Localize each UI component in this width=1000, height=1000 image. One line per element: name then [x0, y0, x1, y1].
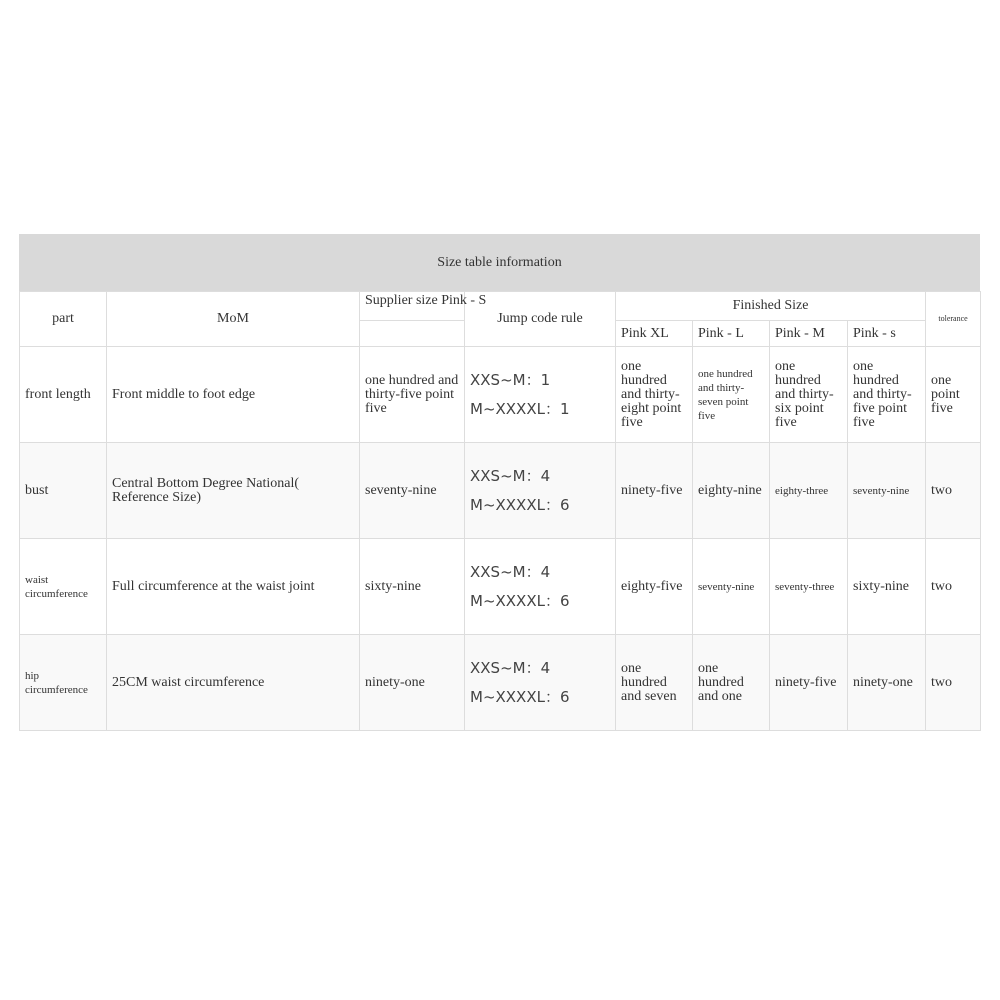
cell-supplier: seventy-nine [360, 443, 465, 539]
cell-m: one hundred and thirty-six point five [770, 347, 848, 443]
header-supplier: Supplier size Pink - S [360, 292, 465, 321]
header-tolerance: tolerance [926, 292, 981, 347]
cell-tolerance: two [926, 635, 981, 731]
rule-line-2: M~XXXXL：6 [470, 688, 570, 706]
cell-part: hip circumference [20, 635, 107, 731]
cell-xl: eighty-five [616, 539, 693, 635]
cell-mom: Full circumference at the waist joint [107, 539, 360, 635]
cell-mom: Front middle to foot edge [107, 347, 360, 443]
cell-jump-rule [465, 635, 616, 731]
cell-s: sixty-nine [848, 539, 926, 635]
cell-s: one hundred and thirty-five point five [848, 347, 926, 443]
cell-supplier: one hundred and thirty-five point five [360, 347, 465, 443]
cell-s: seventy-nine [848, 443, 926, 539]
cell-xl: one hundred and thirty-eight point five [616, 347, 693, 443]
table-row [20, 347, 981, 443]
header-finished-size: Finished Size [616, 292, 926, 321]
rule-line-1: XXS~M：4 [470, 563, 551, 581]
cell-jump-rule [465, 539, 616, 635]
rule-line-2: M~XXXXL：6 [470, 496, 570, 514]
header-size-xl: Pink XL [616, 321, 693, 347]
cell-s: ninety-one [848, 635, 926, 731]
header-supplier-blank [360, 321, 465, 347]
cell-supplier: sixty-nine [360, 539, 465, 635]
cell-tolerance: two [926, 443, 981, 539]
cell-part: bust [20, 443, 107, 539]
header-part: part [20, 292, 107, 347]
table-row [20, 539, 981, 635]
header-size-l: Pink - L [693, 321, 770, 347]
table-title: Size table information [19, 234, 980, 291]
cell-xl: ninety-five [616, 443, 693, 539]
cell-tolerance: two [926, 539, 981, 635]
cell-part: front length [20, 347, 107, 443]
table-row [20, 635, 981, 731]
cell-l: seventy-nine [693, 539, 770, 635]
rule-line-1: XXS~M：4 [470, 659, 551, 677]
header-mom: MoM [107, 292, 360, 347]
cell-xl: one hundred and seven [616, 635, 693, 731]
cell-m: seventy-three [770, 539, 848, 635]
rule-line-1: XXS~M：4 [470, 467, 551, 485]
cell-m: ninety-five [770, 635, 848, 731]
cell-l: one hundred and one [693, 635, 770, 731]
header-jump-rule: Jump code rule [465, 292, 616, 347]
cell-l: one hundred and thirty-seven point five [693, 347, 770, 443]
cell-jump-rule [465, 443, 616, 539]
cell-mom: 25CM waist circumference [107, 635, 360, 731]
table-row [20, 443, 981, 539]
cell-tolerance: one point five [926, 347, 981, 443]
cell-part: waist circumference [20, 539, 107, 635]
header-size-s: Pink - s [848, 321, 926, 347]
size-table-sheet [19, 234, 980, 731]
cell-supplier: ninety-one [360, 635, 465, 731]
cell-m: eighty-three [770, 443, 848, 539]
rule-line-1: XXS~M：1 [470, 371, 551, 389]
size-table [19, 291, 981, 731]
header-size-m: Pink - M [770, 321, 848, 347]
rule-line-2: M~XXXXL：1 [470, 400, 570, 418]
cell-jump-rule [465, 347, 616, 443]
cell-mom: Central Bottom Degree National( Reference Size) [107, 443, 360, 539]
rule-line-2: M~XXXXL：6 [470, 592, 570, 610]
cell-l: eighty-nine [693, 443, 770, 539]
